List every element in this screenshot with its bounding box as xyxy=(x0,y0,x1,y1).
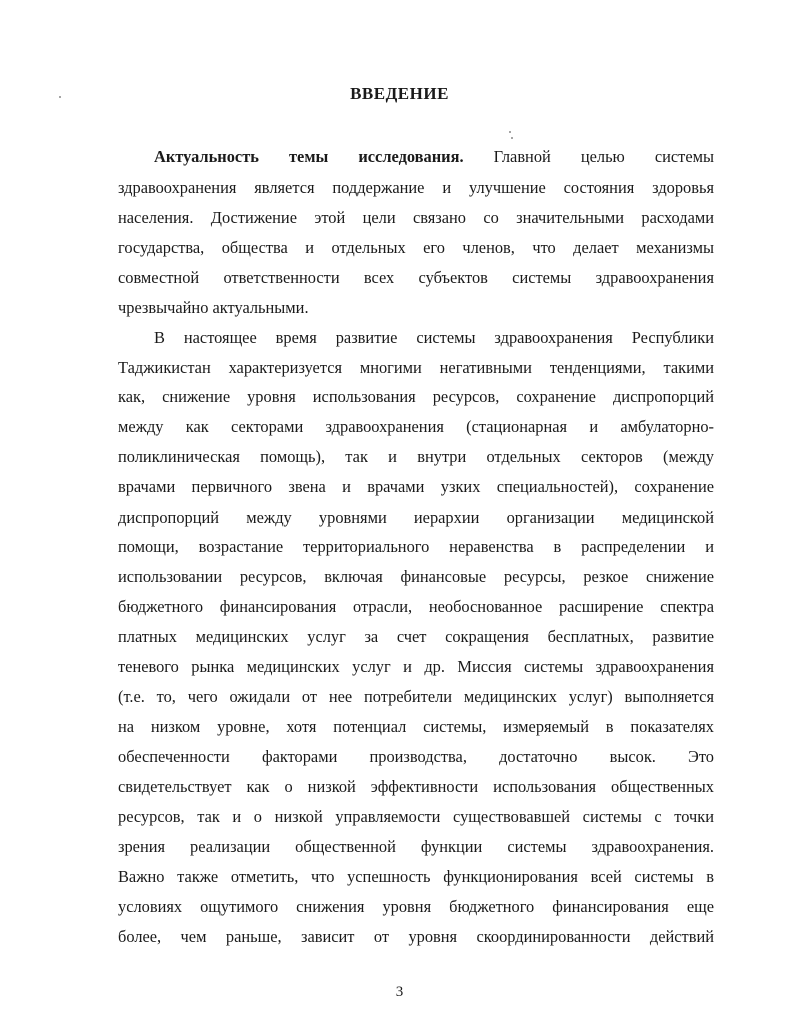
paragraph-2-line-20: условиях ощутимого снижения уровня бюджетного финансирования еще xyxy=(118,897,714,916)
scan-speck xyxy=(59,96,61,98)
paragraph-2-line-14: на низком уровне, хотя потенциал системы, измеряемый в показателях xyxy=(118,717,714,736)
paragraph-1-line-4: государства, общества и отдельных его членов, что делает механизмы xyxy=(118,238,714,257)
paragraph-2-line-3: как, снижение уровня использования ресурсов, сохранение диспропорций xyxy=(118,387,714,406)
paragraph-1-line-3: населения. Достижение этой цели связано со значительными расходами xyxy=(118,208,714,227)
paragraph-2-line-15: обеспеченности факторами производства, достаточно высок. Это xyxy=(118,747,714,766)
paragraph-2-line-2: Таджикистан характеризуется многими негативными тенденциями, такими xyxy=(118,358,714,377)
paragraph-1-line-5: совместной ответственности всех субъектов системы здравоохранения xyxy=(118,268,714,287)
paragraph-2-line-6: врачами первичного звена и врачами узких специальностей), сохранение xyxy=(118,477,714,496)
section-lead: Актуальность темы исследования. xyxy=(154,147,464,166)
paragraph-2-line-17: ресурсов, так и о низкой управляемости существовавшей системы с точки xyxy=(118,807,714,826)
paragraph-2-line-4: между как секторами здравоохранения (стационарная и амбулаторно- xyxy=(118,417,714,436)
paragraph-2-line-10: бюджетного финансирования отрасли, необоснованное расширение спектра xyxy=(118,597,714,616)
paragraph-2-line-16: свидетельствует как о низкой эффективности использования общественных xyxy=(118,777,714,796)
paragraph-1-line-2: здравоохранения является поддержание и улучшение состояния здоровья xyxy=(118,178,714,197)
paragraph-2-line-8: помощи, возрастание территориального неравенства в распределении и xyxy=(118,537,714,556)
paragraph-2-line-11: платных медицинских услуг за счет сокращения бесплатных, развитие xyxy=(118,627,714,646)
paragraph-2-line-21: более, чем раньше, зависит от уровня скоординированности действий xyxy=(118,927,714,946)
paragraph-2-line-18: зрения реализации общественной функции системы здравоохранения. xyxy=(118,837,714,856)
scan-speck xyxy=(511,137,513,139)
page-number: 3 xyxy=(395,984,404,1000)
paragraph-2-line-19: Важно также отметить, что успешность функционирования всей системы в xyxy=(118,867,714,886)
paragraph-2-line-12: теневого рынка медицинских услуг и др. Миссия системы здравоохранения xyxy=(118,657,714,676)
page-title: ВВЕДЕНИЕ xyxy=(350,84,449,103)
paragraph-1-line-1 xyxy=(154,146,714,168)
paragraph-2-line-5: поликлиническая помощь), так и внутри отдельных секторов (между xyxy=(118,447,714,466)
paragraph-2-line-1: В настоящее время развитие системы здравоохранения Республики xyxy=(154,328,714,347)
scan-speck xyxy=(509,131,511,133)
paragraph-2-line-9: использовании ресурсов, включая финансовые ресурсы, резкое снижение xyxy=(118,567,714,586)
paragraph-1-line-6: чрезвычайно актуальными. xyxy=(118,298,309,317)
paragraph-2-line-7: диспропорций между уровнями иерархии организации медицинской xyxy=(118,508,714,527)
paragraph-2-line-13: (т.е. то, чего ожидали от нее потребители медицинских услуг) выполняется xyxy=(118,687,714,706)
paragraph-1-line-1-text: Главной целью системы xyxy=(463,147,714,166)
